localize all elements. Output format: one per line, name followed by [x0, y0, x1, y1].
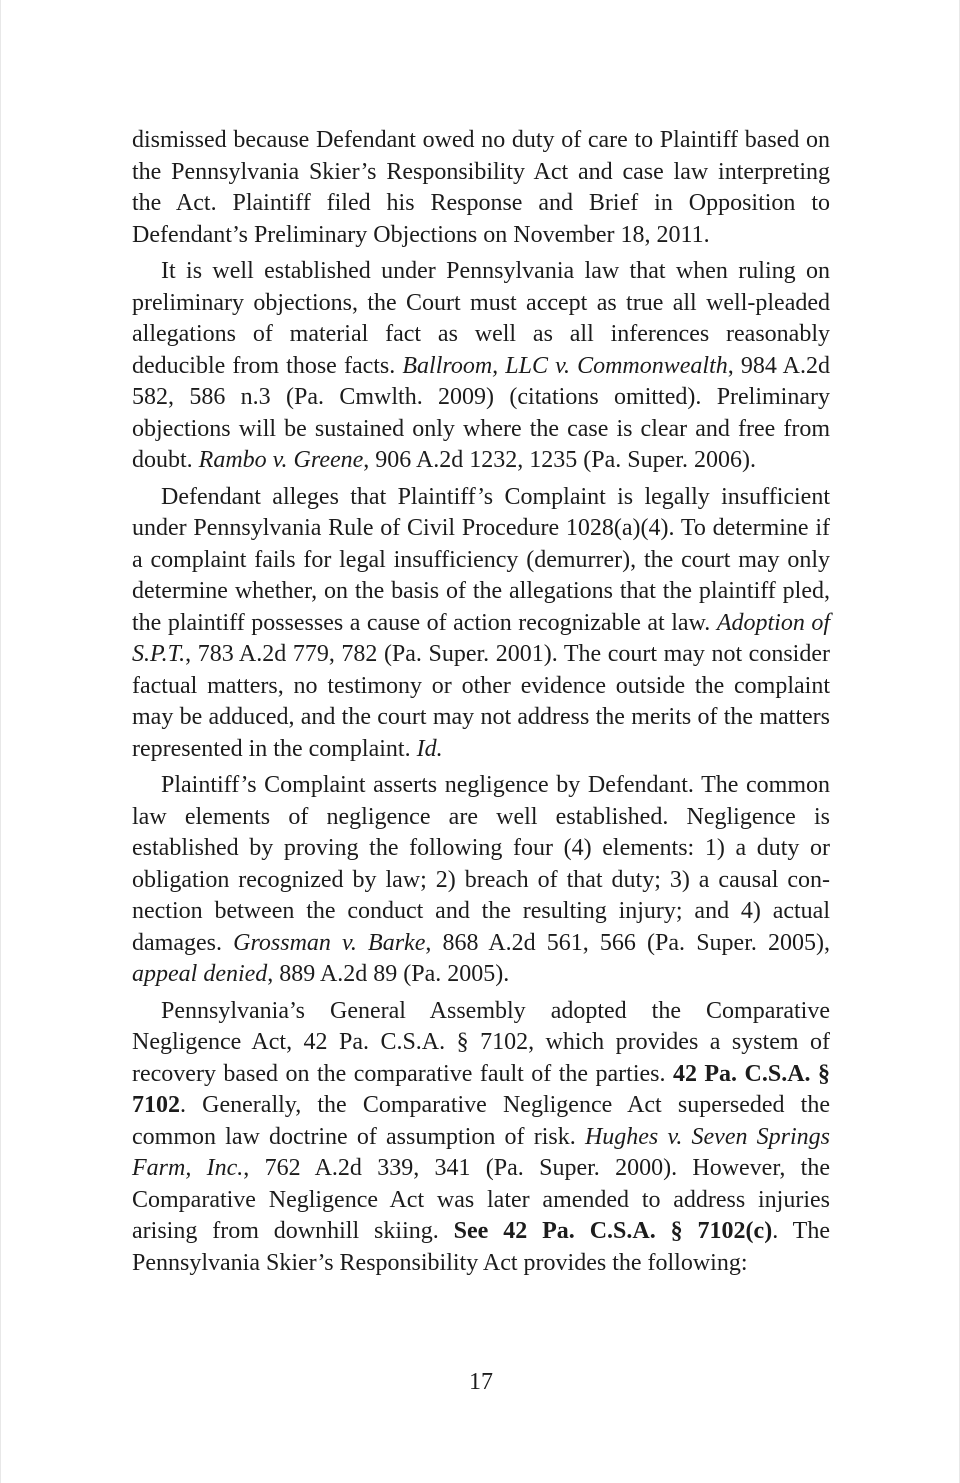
- case-citation: Id.: [416, 735, 443, 762]
- paragraph: [132, 482, 830, 766]
- case-citation: Ballroom, LLC v. Commonwealth: [402, 352, 728, 379]
- paragraph: [132, 996, 830, 1280]
- case-citation: Rambo v. Greene: [198, 447, 364, 473]
- paragraph: [132, 256, 830, 477]
- text-run: , 889 A.2d 89 (Pa. 2005).: [267, 961, 510, 987]
- text-run: , 783 A.2d 779, 782 (Pa. Super. 2001). The court may not consider factual matters, no testimony or other evidence outside the complaint may be adduced, and the court may not address the merits of the matters represented in the complaint.: [132, 641, 830, 762]
- text-run: Plaintiff’s Complaint asserts negligence by Defendant. The common law elements of negligence are well established. Negligence is established by proving the following four (4) elements: 1) a duty or obligation recognized by law; 2) breach of that duty; 3) a causal connection between the conduct and the resulting injury; and 4) actual damages.: [132, 772, 830, 956]
- text-run: It is well established under Pennsylvania law that when ruling on preliminary objections, the Court must accept as true all well-pleaded allegations of material fact as well as all inferences reasonably deducible from those facts.: [132, 258, 830, 379]
- statute-citation: 42 Pa. C.S.A. § 7102: [132, 1060, 830, 1118]
- case-citation: Hughes v. Seven Springs Farm, Inc.: [132, 1123, 831, 1181]
- statute-citation: See 42 Pa. C.S.A. § 7102(c): [453, 1218, 773, 1244]
- text-run: , 984 A.2d 582, 586 n.3 (Pa. Cmwlth. 2009) (citations omitted). Preliminary objections will be sustained only where the case is clear and free from doubt.: [132, 352, 830, 473]
- body-text: [132, 125, 830, 1279]
- text-run: dismissed because Defendant owed no duty of care to Plaintiff based on the Pennsylvania Skier’s Responsibility Act and case law interpreting the Act. Plaintiff filed his Response and Brief in Opposition to Defendant’s Preliminary Objections on November 18, 2011.: [132, 127, 830, 248]
- text-run: , 906 A.2d 1232, 1235 (Pa. Super. 2006).: [363, 447, 756, 473]
- case-citation: Grossman v. Barke: [233, 929, 426, 956]
- text-run: Pennsylvania’s General Assembly adopted the Comparative Negligence Act, 42 Pa. C.S.A. § 7102, which provides a system of recovery based on the comparative fault of the parties.: [132, 997, 830, 1087]
- text-run: . Generally, the Comparative Negligence Act superseded the common law doctrine of assumption of risk.: [132, 1092, 830, 1150]
- paragraph: [132, 770, 830, 991]
- case-citation: Adoption of S.P.T.: [132, 609, 830, 667]
- text-run: , 868 A.2d 561, 566 (Pa. Super. 2005),: [425, 929, 830, 956]
- paragraph: [132, 125, 830, 251]
- page-number: 17: [469, 1369, 493, 1395]
- text-run: Defendant alleges that Plaintiff’s Complaint is legally insufficient under Pennsylvania Rule of Civil Procedure 1028(a)(4). To determine if a complaint fails for legal insufficiency (demurrer), the court may only determine whether, on the basis of the allegations that the plaintiff pled, the plaintiff possesses a cause of action recognizable at law.: [132, 483, 830, 636]
- case-citation: appeal denied: [132, 961, 268, 987]
- text-run: , 762 A.2d 339, 341 (Pa. Super. 2000). However, the Comparative Negligence Act was later amended to address injuries arising from downhill skiing.: [132, 1155, 830, 1244]
- text-run: . The Pennsylvania Skier’s Responsibility Act provides the following:: [132, 1218, 830, 1276]
